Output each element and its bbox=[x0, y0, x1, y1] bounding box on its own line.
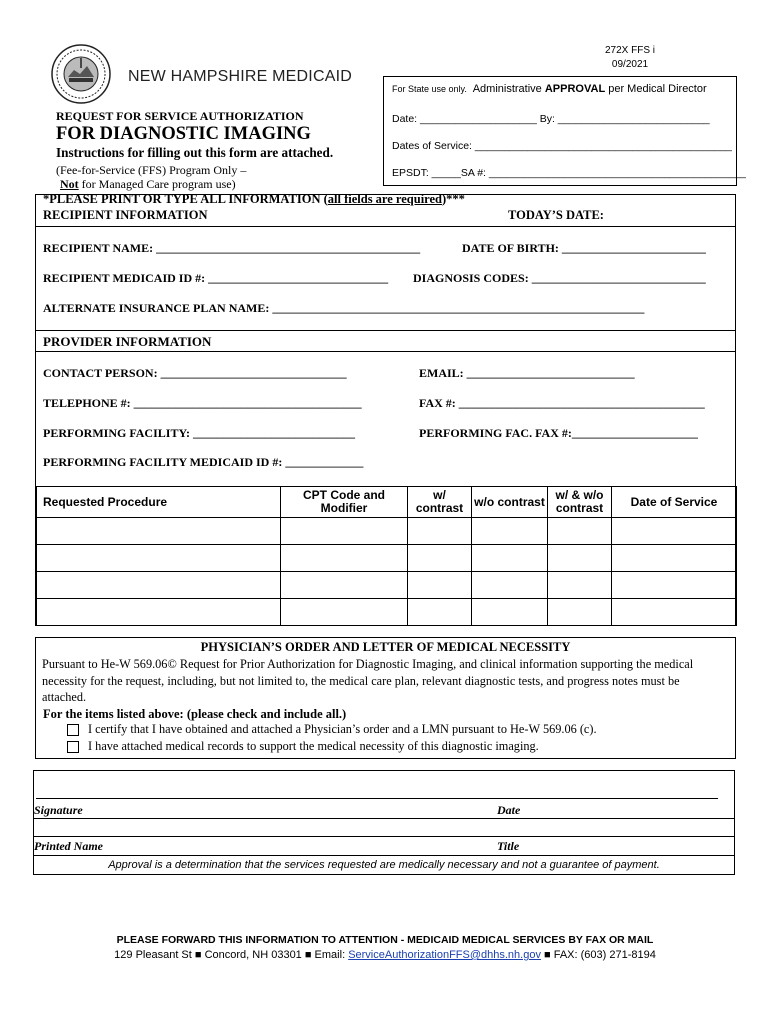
provider-section-title: PROVIDER INFORMATION bbox=[43, 334, 212, 349]
certify-order-checkbox[interactable] bbox=[67, 724, 79, 736]
title-label: Title bbox=[497, 839, 520, 853]
procedure-table bbox=[36, 486, 737, 626]
alternate-insurance-field[interactable]: ALTERNATE INSURANCE PLAN NAME: ______________________________________________________________ bbox=[43, 301, 645, 315]
approval-disclaimer: Approval is a determination that the services requested are medically necessary and not a guarantee of payment. bbox=[108, 859, 660, 871]
todays-date-label[interactable]: TODAY’S DATE: bbox=[508, 208, 604, 222]
printed-name-label: Printed Name bbox=[34, 839, 103, 853]
with-contrast-cell[interactable] bbox=[408, 545, 472, 572]
procedure-cell[interactable] bbox=[37, 572, 281, 599]
disclaimer-divider bbox=[33, 855, 735, 856]
date-of-birth-field[interactable]: DATE OF BIRTH: ________________________ bbox=[462, 241, 706, 255]
state-date-by-field[interactable]: Date: ____________________ By: __________________________ bbox=[392, 113, 710, 125]
items-label: For the items listed above: (please check and include all.) bbox=[43, 707, 347, 721]
performing-facility-field[interactable]: PERFORMING FACILITY: ___________________________ bbox=[43, 426, 356, 440]
without-contrast-cell[interactable] bbox=[472, 599, 548, 626]
form-title: FOR DIAGNOSTIC IMAGING bbox=[56, 124, 311, 144]
signature-divider bbox=[33, 818, 735, 819]
facility-medicaid-id-field[interactable]: PERFORMING FACILITY MEDICAID ID #: _____________ bbox=[43, 455, 364, 469]
without-contrast-cell[interactable] bbox=[472, 572, 548, 599]
table-row bbox=[37, 518, 737, 545]
per-director-label: per Medical Director bbox=[605, 83, 707, 95]
both-contrast-cell[interactable] bbox=[548, 599, 612, 626]
with-contrast-cell[interactable] bbox=[408, 599, 472, 626]
date-cell[interactable] bbox=[612, 545, 737, 572]
state-use-header bbox=[392, 83, 707, 95]
agency-name: NEW HAMPSHIRE MEDICAID bbox=[128, 68, 352, 85]
header-date-of-service: Date of Service bbox=[612, 487, 737, 518]
state-seal-icon bbox=[47, 44, 115, 104]
recipient-section-title: RECIPIENT INFORMATION bbox=[43, 208, 208, 222]
procedure-cell[interactable] bbox=[37, 599, 281, 626]
fax-field[interactable]: FAX #: _________________________________________ bbox=[419, 396, 705, 410]
address-text: 129 Pleasant St ■ Concord, NH 03301 ■ Email: bbox=[114, 949, 349, 961]
recipient-divider bbox=[36, 226, 735, 227]
cpt-cell[interactable] bbox=[281, 572, 408, 599]
table-row bbox=[37, 545, 737, 572]
mailing-address bbox=[0, 949, 770, 961]
epsdt-sa-field[interactable]: EPSDT: _____SA #: ____________________________________________ bbox=[392, 167, 746, 179]
printed-name-line[interactable] bbox=[33, 836, 735, 837]
dates-of-service-field[interactable]: Dates of Service: ____________________________________________ bbox=[392, 140, 732, 152]
recipient-name-field[interactable]: RECIPIENT NAME: ____________________________________________ bbox=[43, 241, 421, 255]
service-email-link[interactable]: ServiceAuthorizationFFS@dhhs.nh.gov bbox=[348, 949, 541, 961]
program-note-line-2 bbox=[60, 177, 236, 192]
both-contrast-cell[interactable] bbox=[548, 572, 612, 599]
table-row bbox=[37, 572, 737, 599]
header-with-and-without-contrast: w/ & w/o contrast bbox=[548, 487, 612, 518]
telephone-field[interactable]: TELEPHONE #: ______________________________________ bbox=[43, 396, 362, 410]
medical-records-checkbox[interactable] bbox=[67, 741, 79, 753]
procedure-table-header bbox=[37, 487, 737, 518]
with-contrast-cell[interactable] bbox=[408, 518, 472, 545]
both-contrast-cell[interactable] bbox=[548, 545, 612, 572]
medical-records-label: I have attached medical records to support the medical necessity of this diagnostic imaging. bbox=[88, 739, 539, 753]
instructions-note: Instructions for filling out this form are attached. bbox=[56, 145, 334, 160]
with-contrast-cell[interactable] bbox=[408, 572, 472, 599]
print-notice-start: *PLEASE PRINT OR TYPE ALL INFORMATION ( bbox=[43, 192, 328, 206]
signature-line[interactable] bbox=[36, 798, 718, 799]
diagnosis-codes-field[interactable]: DIAGNOSIS CODES: _____________________________ bbox=[413, 271, 706, 285]
date-cell[interactable] bbox=[612, 572, 737, 599]
date-cell[interactable] bbox=[612, 518, 737, 545]
performing-facility-fax-field[interactable]: PERFORMING FAC. FAX #:_____________________ bbox=[419, 426, 698, 440]
form-date: 09/2021 bbox=[611, 59, 649, 70]
program-note-rest: for Managed Care program use) bbox=[78, 177, 236, 191]
cpt-cell[interactable] bbox=[281, 545, 408, 572]
header-without-contrast: w/o contrast bbox=[472, 487, 548, 518]
print-notice bbox=[43, 192, 465, 207]
recipient-medicaid-id-field[interactable]: RECIPIENT MEDICAID ID #: ______________________________ bbox=[43, 271, 389, 285]
program-note-not: Not bbox=[60, 177, 79, 191]
approval-label: APPROVAL bbox=[544, 83, 606, 95]
certify-order-label: I certify that I have obtained and attached a Physician’s order and a LMN pursuant to He-W 569.06 (c). bbox=[88, 722, 597, 736]
email-field[interactable]: EMAIL: ____________________________ bbox=[419, 366, 635, 380]
contact-person-field[interactable]: CONTACT PERSON: _______________________________ bbox=[43, 366, 347, 380]
without-contrast-cell[interactable] bbox=[472, 545, 548, 572]
header-cpt-code: CPT Code and Modifier bbox=[281, 487, 408, 518]
request-heading: REQUEST FOR SERVICE AUTHORIZATION bbox=[56, 109, 304, 123]
fax-number: ■ FAX: (603) 271-8194 bbox=[540, 949, 656, 961]
signature-label: Signature bbox=[34, 803, 83, 817]
form-code-block bbox=[600, 44, 660, 72]
cpt-cell[interactable] bbox=[281, 518, 408, 545]
date-label: Date bbox=[497, 803, 521, 817]
forward-instructions: PLEASE FORWARD THIS INFORMATION TO ATTENTION - MEDICAID MEDICAL SERVICES BY FAX OR MAIL bbox=[116, 934, 654, 946]
state-use-label: For State use only. bbox=[392, 84, 467, 94]
table-row bbox=[37, 599, 737, 626]
cpt-cell[interactable] bbox=[281, 599, 408, 626]
physician-body-text: Pursuant to He-W 569.06© Request for Prior Authorization for Diagnostic Imaging, and clinical information supporting the medical necessity for the request, including, but not limited to, the medical care plan, relevant diagnostic tests, and progress notes must be attached. bbox=[42, 657, 694, 704]
header-requested-procedure: Requested Procedure bbox=[37, 487, 281, 518]
program-note-line-1: (Fee-for-Service (FFS) Program Only – bbox=[56, 163, 247, 177]
header-with-contrast: w/ contrast bbox=[408, 487, 472, 518]
physician-section-title: PHYSICIAN’S ORDER AND LETTER OF MEDICAL NECESSITY bbox=[200, 640, 571, 654]
form-code: 272X FFS i bbox=[604, 45, 656, 56]
print-notice-end: )*** bbox=[442, 192, 465, 206]
both-contrast-cell[interactable] bbox=[548, 518, 612, 545]
procedure-cell[interactable] bbox=[37, 545, 281, 572]
procedure-cell[interactable] bbox=[37, 518, 281, 545]
provider-divider-top bbox=[36, 330, 735, 331]
provider-divider bbox=[36, 351, 735, 352]
print-notice-required: all fields are required bbox=[327, 192, 442, 206]
date-cell[interactable] bbox=[612, 599, 737, 626]
state-use-box bbox=[383, 76, 746, 186]
without-contrast-cell[interactable] bbox=[472, 518, 548, 545]
admin-label: Administrative bbox=[472, 83, 545, 95]
